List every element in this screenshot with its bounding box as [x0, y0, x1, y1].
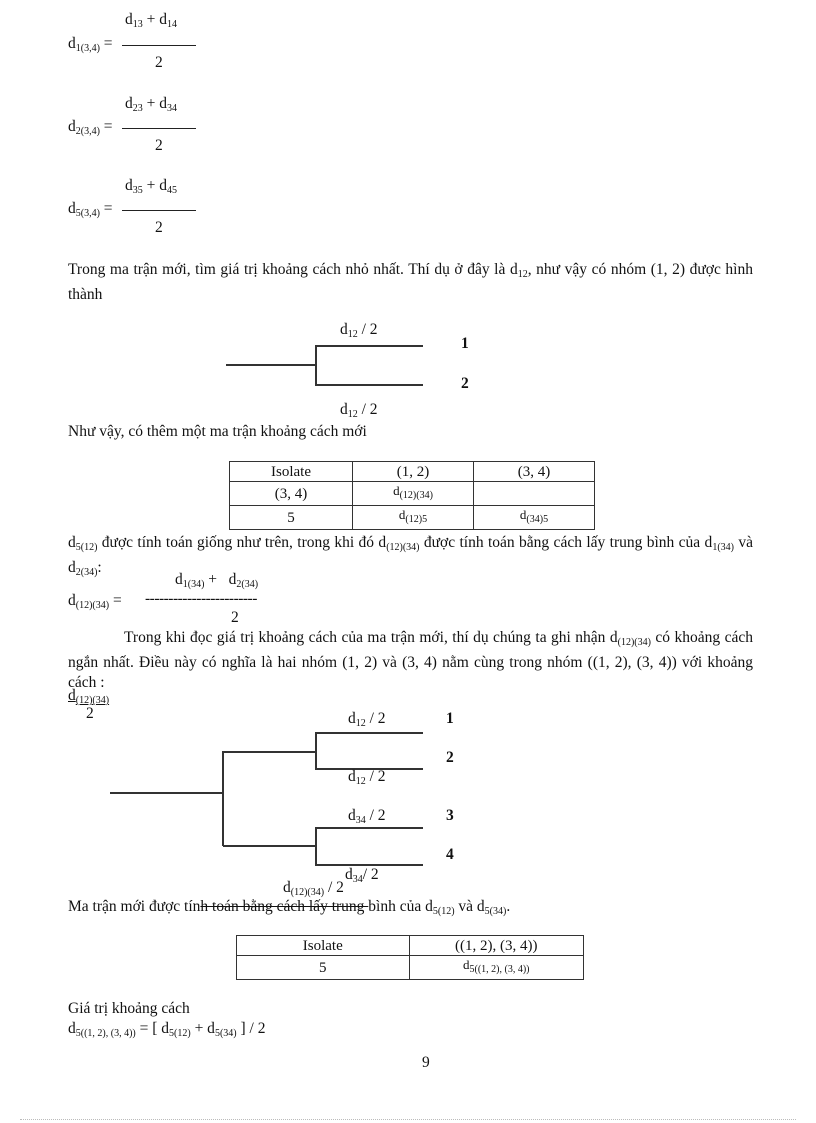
table-row: (3, 4) $d_{(12)(34)}$: [230, 482, 595, 506]
table-row: 5 $d_{5((1, 2), (3, 4))}$: [237, 956, 584, 980]
paragraph-average: $d_{5(12)}$ được tính toán giống như trên, trong khi đó $d_{(12)(34)}$ được tính toán bằng cách lấy trung bình của $d_{1(34)}$ và $d_{2(34)}$:: [68, 534, 753, 578]
paragraph-min-distance: Trong ma trận mới, tìm giá trị khoảng cách nhỏ nhất. Thí dụ ở đây là $d_{12}$, như vậy có nhóm (1, 2) được hình thành: [68, 261, 753, 303]
paragraph-shortest: Trong khi đọc giá trị khoảng cách của ma trận mới, thí dụ chúng ta ghi nhận $d_{(12)(34)}$ có khoảng cách ngắn nhất. Điều này có nghĩa là hai nhóm (1, 2) và (3, 4) nằm cùng trong nhóm ((1, 2), (3, 4)) với khoảng cách :: [68, 629, 753, 691]
table-header-row: Isolate (1, 2) (3, 4): [230, 462, 595, 482]
page-number: 9: [422, 1054, 430, 1071]
leaf-label-1: 1: [446, 710, 454, 727]
leaf-label-2: 2: [446, 749, 454, 766]
paragraph-new-matrix: Như vậy, có thêm một ma trận khoảng cách mới: [68, 423, 367, 440]
footer-divider: [20, 1119, 796, 1120]
distance-table-2: [236, 935, 584, 980]
leaf-label-3: 3: [446, 807, 454, 824]
paragraph-new-matrix-avg: Ma trận mới được tính toán bằng cách lấy trung bình của $d_{5(12)}$ và $d_{5(34)}$.: [68, 898, 511, 917]
leaf-label-2: 2: [461, 375, 469, 392]
table-row: 5 $d_{(12)5}$ $d_{(34)5}$: [230, 506, 595, 530]
formula-final: $d_{5((1, 2), (3, 4))}$ = [ $d_{5(12)} + d_{5(34)}$ ] / 2: [68, 1020, 266, 1039]
leaf-label-1: 1: [461, 335, 469, 352]
distance-table-1: [229, 461, 595, 530]
paragraph-distance-value: Giá trị khoảng cách: [68, 1000, 190, 1017]
table-header-row: Isolate ((1, 2), (3, 4)): [237, 936, 584, 956]
leaf-label-4: 4: [446, 846, 454, 863]
